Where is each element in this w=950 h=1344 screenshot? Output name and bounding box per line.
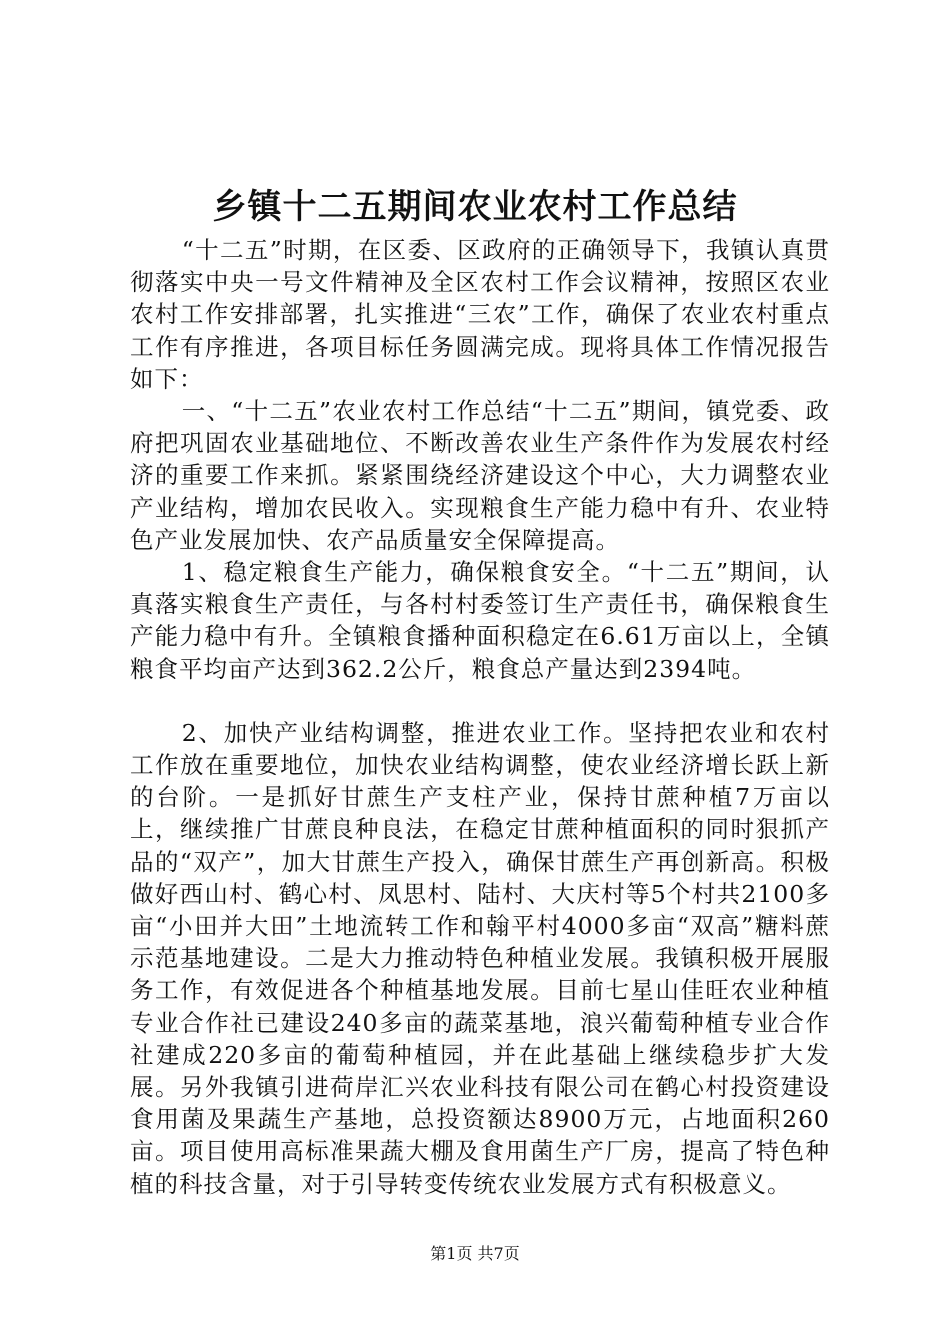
paragraph-item-one: 1、稳定粮食生产能力，确保粮食安全。“十二五”期间，认真落实粮食生产责任，与各村村委签订生产责任书，确保粮食生产能力稳中有升。全镇粮食播种面积稳定在6.61万亩以上，全镇粮食平均亩产达到362.2公斤，粮食总产量达到2394吨。 [130,558,830,683]
paragraph-section-one: 一、“十二五”农业农村工作总结“十二五”期间，镇党委、政府把巩固农业基础地位、不断改善农业生产条件作为发展农村经济的重要工作来抓。紧紧围绕经济建设这个中心，大力调整农业产业结构，增加农民收入。实现粮食生产能力稳中有升、农业特色产业发展加快、农产品质量安全保障提高。 [130,397,830,554]
document-body [130,234,830,1200]
document-title: 乡镇十二五期间农业农村工作总结 [212,187,738,227]
page-number-footer: 第1页 共7页 [430,1244,520,1263]
paragraph-intro: “十二五”时期，在区委、区政府的正确领导下，我镇认真贯彻落实中央一号文件精神及全区农村工作会议精神，按照区农业农村工作安排部署，扎实推进“三农”工作，确保了农业农村重点工作有序推进，各项目标任务圆满完成。现将具体工作情况报告如下： [130,236,830,393]
paragraph-item-two: 2、加快产业结构调整，推进农业工作。坚持把农业和农村工作放在重要地位，加快农业结构调整，使农业经济增长跃上新的台阶。一是抓好甘蔗生产支柱产业，保持甘蔗种植7万亩以上，继续推广甘蔗良种良法，在稳定甘蔗种植面积的同时狠抓产品的“双产”，加大甘蔗生产投入，确保甘蔗生产再创新高。积极做好西山村、鹤心村、凤思村、陆村、大庆村等5个村共2100多亩“小田并大田”土地流转工作和翰平村4000多亩“双高”糖料蔗示范基地建设。二是大力推动特色种植业发展。我镇积极开展服务工作，有效促进各个种植基地发展。目前七星山佳旺农业种植专业合作社已建设240多亩的蔬菜基地，浪兴葡萄种植专业合作社建成220多亩的葡萄种植园，并在此基础上继续稳步扩大发展。另外我镇引进荷岸汇兴农业科技有限公司在鹤心村投资建设食用菌及果蔬生产基地，总投资额达8900万元，占地面积260亩。项目使用高标准果蔬大棚及食用菌生产厂房，提高了特色种植的科技含量，对于引导转变传统农业发展方式有积极意义。 [130,718,830,1198]
